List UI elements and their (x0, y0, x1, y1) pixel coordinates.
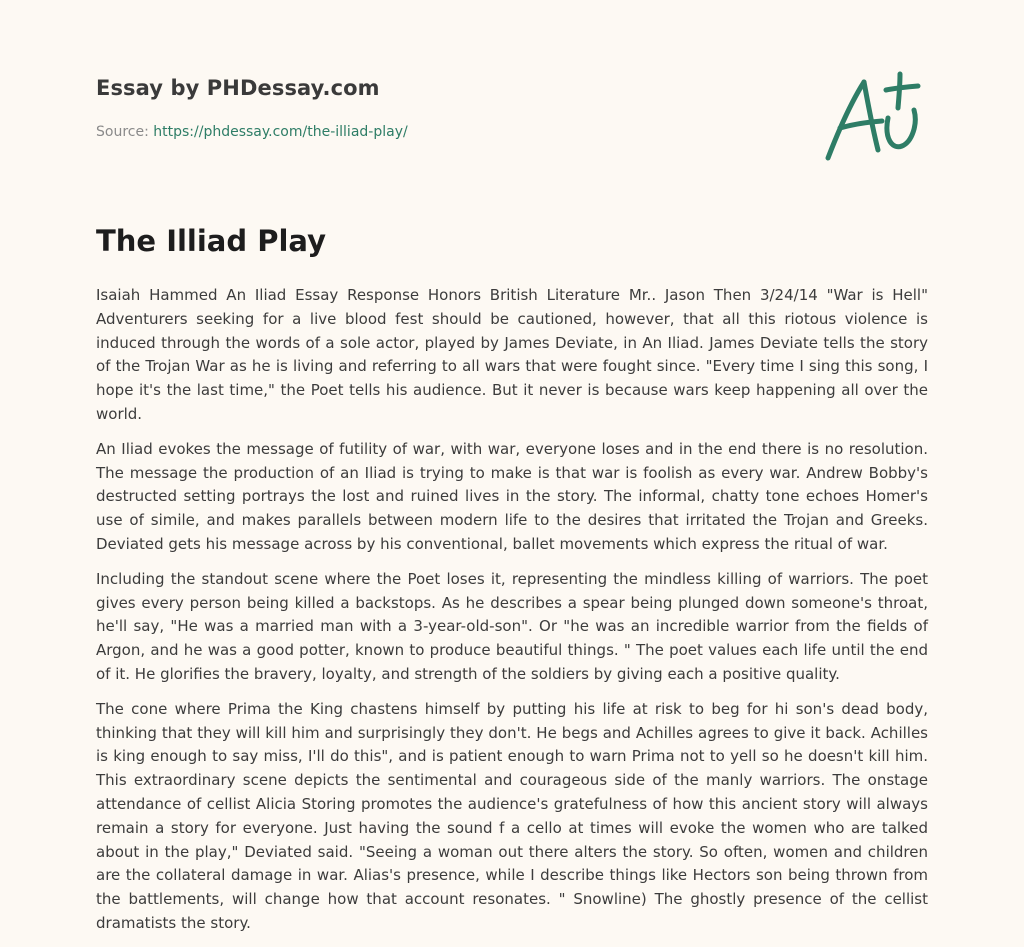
source-line (96, 124, 408, 140)
a-plus-grade-icon (818, 68, 928, 166)
essay-paragraph: The cone where Prima the King chastens himself by putting his life at risk to beg for hi son's dead body, thinking that they will kill him and surprisingly they don't. He begs and Achilles agrees to give it back. Achilles is king enough to say miss, I'll do this", and is patient enough to warn Prima not to yell so he doesn't kill him. This extraordinary scene depicts the sentimental and courageous side of the manly warriors. The onstage attendance of cellist Alicia Storing promotes the audience's gratefulness of how this ancient story will always remain a story for everyone. Just having the sound f a cello at times will evoke the women who are talked about in the play," Deviated said. "Seeing a woman out there alters the story. So often, women and children are the collateral damage in war. Alias's presence, while I describe things like Hectors son being thrown from the battlements, will change how that account resonates. " Snowline) The ghostly presence of the cellist dramatists the story. (96, 699, 928, 932)
source-label: Source: (96, 124, 154, 140)
site-brand: Essay by PHDessay.com (96, 76, 380, 100)
essay-paragraph: An Iliad evokes the message of futility of war, with war, everyone loses and in the end there is no resolution. The message the production of an Iliad is trying to make is that war is foolish as every war. Andrew Bobby's destructed setting portrays the lost and ruined lives in the story. The informal, chatty tone echoes Homer's use of simile, and makes parallels between modern life to the desires that irritated the Trojan and Greeks. Deviated gets his message across by his conventional, ballet movements which express the ritual of war. (96, 439, 928, 553)
essay-paragraph: Isaiah Hammed An Iliad Essay Response Honors British Literature Mr.. Jason Then 3/24/14 "War is Hell" Adventurers seeking for a live blood fest should be cautioned, however, that all this riotous violence is induced through the words of a sole actor, played by James Deviate, in An Iliad. James Deviate tells the story of the Trojan War as he is living and referring to all wars that were fought since. "Every time I sing this song, I hope it's the last time," the Poet tells his audience. But it never is because wars keep happening all over the world. (96, 286, 928, 423)
essay-paragraph: Including the standout scene where the Poet loses it, representing the mindless killing of warriors. The poet gives every person being killed a backstops. As he describes a spear being plunged down someone's throat, he'll say, "He was a married man with a 3-year-old-son". Or "he was an incredible warrior from the fields of Argon, and he was a good potter, known to produce beautiful things. " The poet values each life until the end of it. He glorifies the bravery, loyalty, and strength of the soldiers by giving each a positive quality. (96, 569, 928, 683)
source-link[interactable]: https://phdessay.com/the-illiad-play/ (153, 124, 408, 140)
essay-body (96, 284, 928, 947)
essay-title: The Illiad Play (96, 224, 327, 258)
